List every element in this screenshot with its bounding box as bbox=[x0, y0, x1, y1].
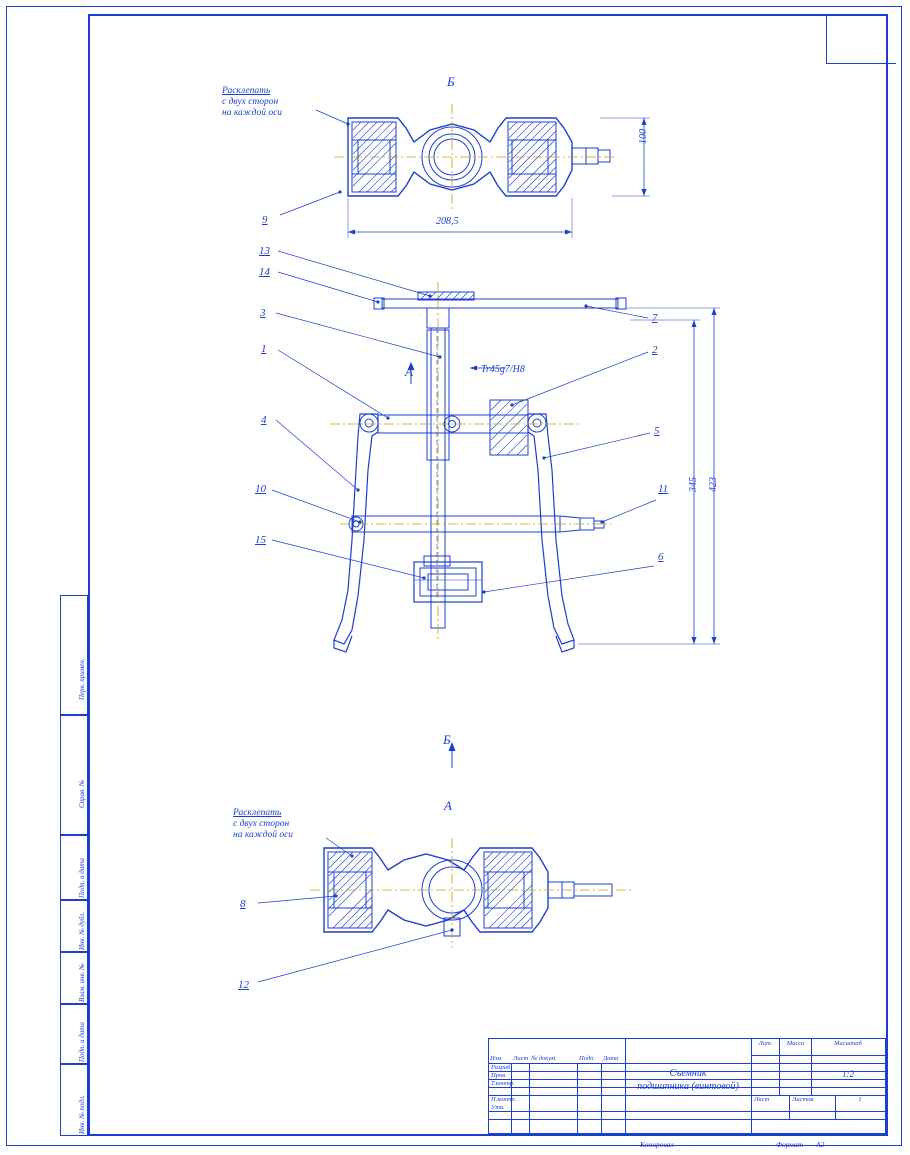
margin-label-inv-dubl: Инв. № дубл. bbox=[78, 911, 86, 950]
tb-listov-label: Листов bbox=[792, 1096, 814, 1103]
tb-massa-label: Масса bbox=[786, 1040, 805, 1047]
tb-role-utv: Утв. bbox=[491, 1104, 505, 1111]
leader-12: 12 bbox=[238, 979, 249, 991]
dim-width-top: 208,5 bbox=[436, 216, 459, 227]
leader-10: 10 bbox=[255, 483, 266, 495]
note-top-line1: Расклепать bbox=[222, 86, 271, 96]
leader-1: 1 bbox=[261, 343, 267, 355]
format-value: А2 bbox=[816, 1140, 825, 1149]
tb-masshtab-label: Масштаб bbox=[834, 1040, 862, 1047]
margin-label-sprav: Справ. № bbox=[78, 779, 86, 808]
front-view bbox=[272, 251, 720, 768]
note-top-line3: на каждой оси bbox=[222, 108, 283, 118]
tb-col-data: Дата bbox=[603, 1055, 619, 1062]
view-label-a-bottom: А bbox=[444, 798, 452, 813]
margin-label-podp-data-1: Подп. и дата bbox=[78, 858, 86, 898]
leader-3: 3 bbox=[260, 307, 266, 319]
bottom-section-view bbox=[258, 838, 632, 982]
leader-6: 6 bbox=[658, 551, 664, 563]
tb-col-docno: № докум. bbox=[531, 1055, 557, 1062]
kopiroval-label: Копировал bbox=[640, 1140, 674, 1149]
dim-423: 423 bbox=[708, 477, 719, 492]
leader-8: 8 bbox=[240, 898, 246, 910]
leader-4: 4 bbox=[261, 414, 267, 426]
format-label: Формат bbox=[776, 1140, 804, 1149]
note-top-line2: с двух сторон bbox=[222, 97, 279, 107]
leader-9: 9 bbox=[262, 214, 268, 226]
margin-label-podp-data-2: Подп. и дата bbox=[78, 1022, 86, 1062]
view-label-b-top: Б bbox=[447, 74, 455, 89]
dim-thread: Tr45g7/H8 bbox=[481, 364, 525, 375]
tb-listov-value: 1 bbox=[858, 1096, 862, 1103]
tb-col-izm: Изм bbox=[490, 1055, 502, 1062]
tb-col-podp: Подп. bbox=[579, 1055, 596, 1062]
margin-label-inv-podl: Инв. № подл. bbox=[78, 1095, 86, 1134]
note-bottom bbox=[233, 808, 293, 841]
tb-role-razrab: Разраб. bbox=[491, 1064, 512, 1071]
tb-lit-label: Лит. bbox=[758, 1040, 773, 1047]
leader-5: 5 bbox=[654, 425, 660, 437]
tb-role-prov: Пров. bbox=[491, 1072, 507, 1079]
title-block bbox=[488, 1038, 886, 1134]
leader-14: 14 bbox=[259, 266, 270, 278]
note-top bbox=[222, 86, 282, 119]
tb-part-name-line1: Съемник bbox=[669, 1068, 707, 1079]
tb-scale-value: 1:2 bbox=[842, 1069, 854, 1079]
margin-label-vzam-inv: Взам. инв. № bbox=[78, 963, 86, 1002]
leader-13: 13 bbox=[259, 245, 270, 257]
note-bottom-line2: с двух сторон bbox=[233, 819, 290, 829]
leader-15: 15 bbox=[255, 534, 266, 546]
tb-list-label: Лист bbox=[754, 1096, 770, 1103]
leader-2: 2 bbox=[652, 344, 658, 356]
margin-label-perv-primen: Перв. примен. bbox=[78, 658, 86, 700]
view-label-a-top: А bbox=[405, 364, 413, 379]
dim-345: 345 bbox=[688, 477, 699, 492]
tb-part-name-line2: подшипника (винтовой) bbox=[637, 1081, 739, 1092]
leader-11: 11 bbox=[658, 483, 669, 495]
note-bottom-line3: на каждой оси bbox=[233, 830, 294, 840]
dim-height-top: 100 bbox=[638, 129, 649, 144]
top-section-view bbox=[280, 104, 650, 238]
tb-role-tkontr: Т.контр. bbox=[491, 1080, 515, 1087]
tb-role-nkontr: Н.контр. bbox=[491, 1096, 517, 1103]
note-bottom-line1: Расклепать bbox=[233, 808, 282, 818]
view-label-b-bottom: Б bbox=[443, 732, 451, 747]
leader-7: 7 bbox=[652, 312, 658, 324]
tb-col-list: Лист bbox=[513, 1055, 529, 1062]
